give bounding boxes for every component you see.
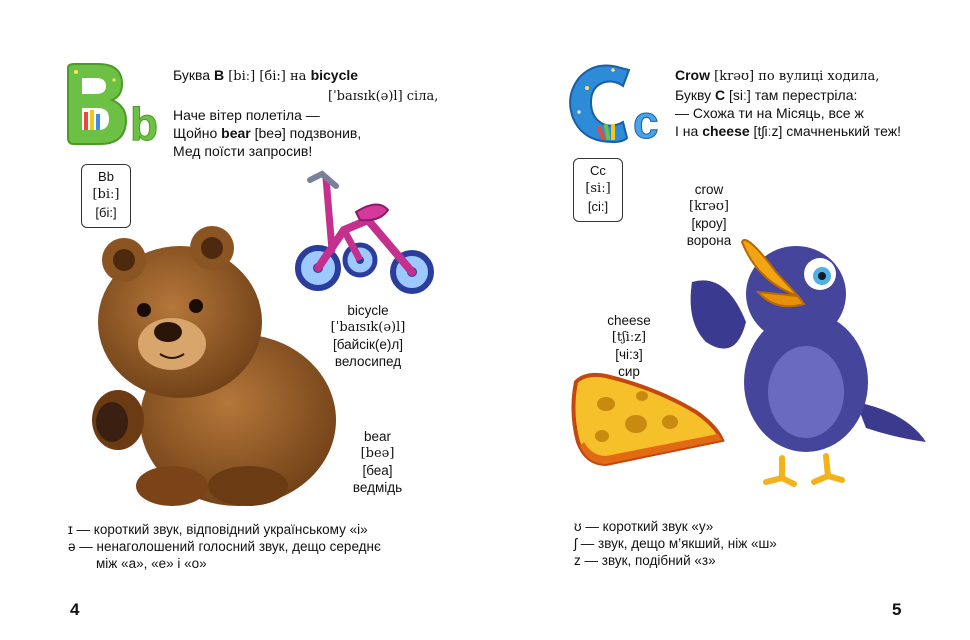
- caption-word: bear: [363, 429, 392, 444]
- page-number-left: 4: [70, 600, 80, 619]
- poem-line: Мед поїсти запросив!: [173, 143, 313, 159]
- letter-card-translit: [сі:]: [587, 199, 609, 214]
- crow-illustration: [686, 232, 931, 487]
- bear-illustration: [80, 224, 340, 514]
- caption-word: bicycle: [347, 303, 389, 318]
- caption-ipa: [tʃiːz]: [611, 330, 647, 345]
- letter-c-small: c: [633, 96, 659, 148]
- left-poem: [173, 66, 438, 160]
- page-number-right: 5: [892, 600, 902, 619]
- poem-line: Наче вітер полетіла —: [173, 107, 320, 123]
- poem-line: — Схожа ти на Місяць, все ж: [675, 105, 864, 121]
- caption-translation: сир: [618, 364, 640, 379]
- caption-ipa: [ˈbaɪsɪk(ə)l]: [330, 320, 406, 335]
- letter-card-letters: Bb: [98, 169, 114, 184]
- caption-translit: [кроу]: [691, 216, 727, 231]
- note-line: ə — ненаголошений голосний звук, дещо середнє: [68, 539, 381, 554]
- letter-b-logo: [62, 60, 172, 150]
- letter-card-bb: [81, 164, 131, 228]
- note-line: ʊ — короткий звук «у»: [574, 519, 714, 534]
- letter-b-small: b: [130, 98, 159, 150]
- letter-c-logo: [565, 58, 675, 148]
- caption-ipa: [beə]: [360, 446, 395, 461]
- poem-line: І на cheese [tʃiːz] смачненький теж!: [675, 123, 901, 139]
- caption-ipa: [krəʊ]: [689, 199, 729, 214]
- note-line: ʃ — звук, дещо м’якший, ніж «ш»: [574, 536, 777, 551]
- caption-translit: [чі:з]: [615, 347, 643, 362]
- poem-line: [ˈbaɪsɪk(ə)l] сіла,: [328, 89, 439, 104]
- note-line: z — звук, подібний «з»: [574, 553, 716, 568]
- letter-card-cc: [573, 158, 623, 222]
- letter-card-letters: Cc: [590, 163, 606, 178]
- letter-card-ipa: [biː]: [92, 187, 120, 202]
- caption-translit: [беа]: [362, 463, 393, 478]
- poem-line: Щойно bear [beə] подзвонив,: [173, 125, 362, 141]
- poem-line: Буква B [biː] [бі:] на bicycle: [173, 67, 359, 84]
- cheese-caption: [594, 312, 664, 380]
- caption-translation: велосипед: [334, 354, 402, 369]
- caption-translation: ведмідь: [352, 480, 403, 495]
- caption-word: crow: [694, 182, 724, 197]
- note-line: ɪ — короткий звук, відповідний українському «і»: [68, 522, 368, 537]
- poem-line: Букву C [siː] там перестріла:: [675, 87, 858, 103]
- right-phonetic-notes: [574, 518, 777, 569]
- letter-card-translit: [бі:]: [95, 205, 117, 220]
- bear-caption: [340, 428, 415, 496]
- caption-translit: [байсік(е)л]: [332, 337, 403, 352]
- left-phonetic-notes: [68, 521, 381, 572]
- poem-line: Crow [krəʊ] по вулиці ходила,: [675, 67, 880, 84]
- caption-word: cheese: [607, 313, 651, 328]
- caption-translation: ворона: [686, 233, 732, 248]
- letter-card-ipa: [siː]: [585, 181, 611, 196]
- right-poem: [675, 66, 901, 140]
- note-line: між «а», «е» і «о»: [96, 556, 207, 571]
